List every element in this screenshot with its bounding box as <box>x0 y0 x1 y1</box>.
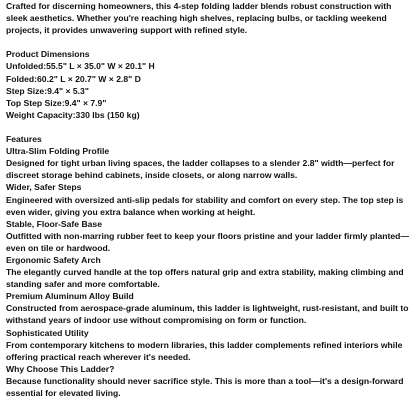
feature-body: Designed for tight urban living spaces, the ladder collapses to a slender 2.8" width—perfect for discreet storage behind cabinets, inside closets, or along narrow walls. <box>6 158 395 181</box>
feature-body: Engineered with oversized anti-slip pedals for stability and comfort on every step. The top step is even wider, giving you extra balance when working at height. <box>6 194 404 217</box>
product-description <box>6 0 412 399</box>
dimension-weight-capacity: Weight Capacity:330 lbs (150 kg) <box>6 109 140 120</box>
feature-title: Ultra-Slim Folding Profile <box>6 146 110 157</box>
feature-title: Ergonomic Safety Arch <box>6 254 101 265</box>
feature-body: Constructed from aerospace-grade aluminum, this ladder is lightweight, rust-resistant, and built to withstand years of indoor use without compromising on form or function. <box>6 303 409 326</box>
features-heading: Features <box>6 134 42 145</box>
feature-body: Outfitted with non-marring rubber feet to keep your floors pristine and your ladder firmly planted—even on tile or hardwood. <box>6 230 409 253</box>
feature-title: Sophisticated Utility <box>6 327 89 338</box>
dimension-step-size: Step Size:9.4" × 5.3" <box>6 85 89 96</box>
feature-body: From contemporary kitchens to modern libraries, this ladder complements refined interiors while offering practical reach wherever it's needed. <box>6 339 403 362</box>
feature-title: Stable, Floor-Safe Base <box>6 218 102 229</box>
dimension-folded: Folded:60.2" L × 20.7" W × 2.8" D <box>6 73 141 84</box>
feature-title: Wider, Safer Steps <box>6 182 82 193</box>
dimension-unfolded: Unfolded:55.5" L × 35.0" W × 20.1" H <box>6 61 155 72</box>
intro-paragraph: Crafted for discerning homeowners, this 4-step folding ladder blends robust construction with sleek aesthetics. Whether you're reaching high shelves, replacing bulbs, or tackling weekend projects, it provides unwavering support with refined style. <box>6 1 392 36</box>
feature-title: Why Choose This Ladder? <box>6 363 115 374</box>
spacer <box>6 121 412 133</box>
spacer <box>6 36 412 48</box>
feature-body: Because functionality should never sacrifice style. This is more than a tool—it's a design-forward essential for elevated living. <box>6 375 404 398</box>
dimension-top-step-size: Top Step Size:9.4" × 7.9" <box>6 97 107 108</box>
feature-body: The elegantly curved handle at the top offers natural grip and extra stability, making climbing and standing safer and more comfortable. <box>6 267 404 290</box>
dimensions-heading: Product Dimensions <box>6 49 90 60</box>
feature-title: Premium Aluminum Alloy Build <box>6 291 134 302</box>
